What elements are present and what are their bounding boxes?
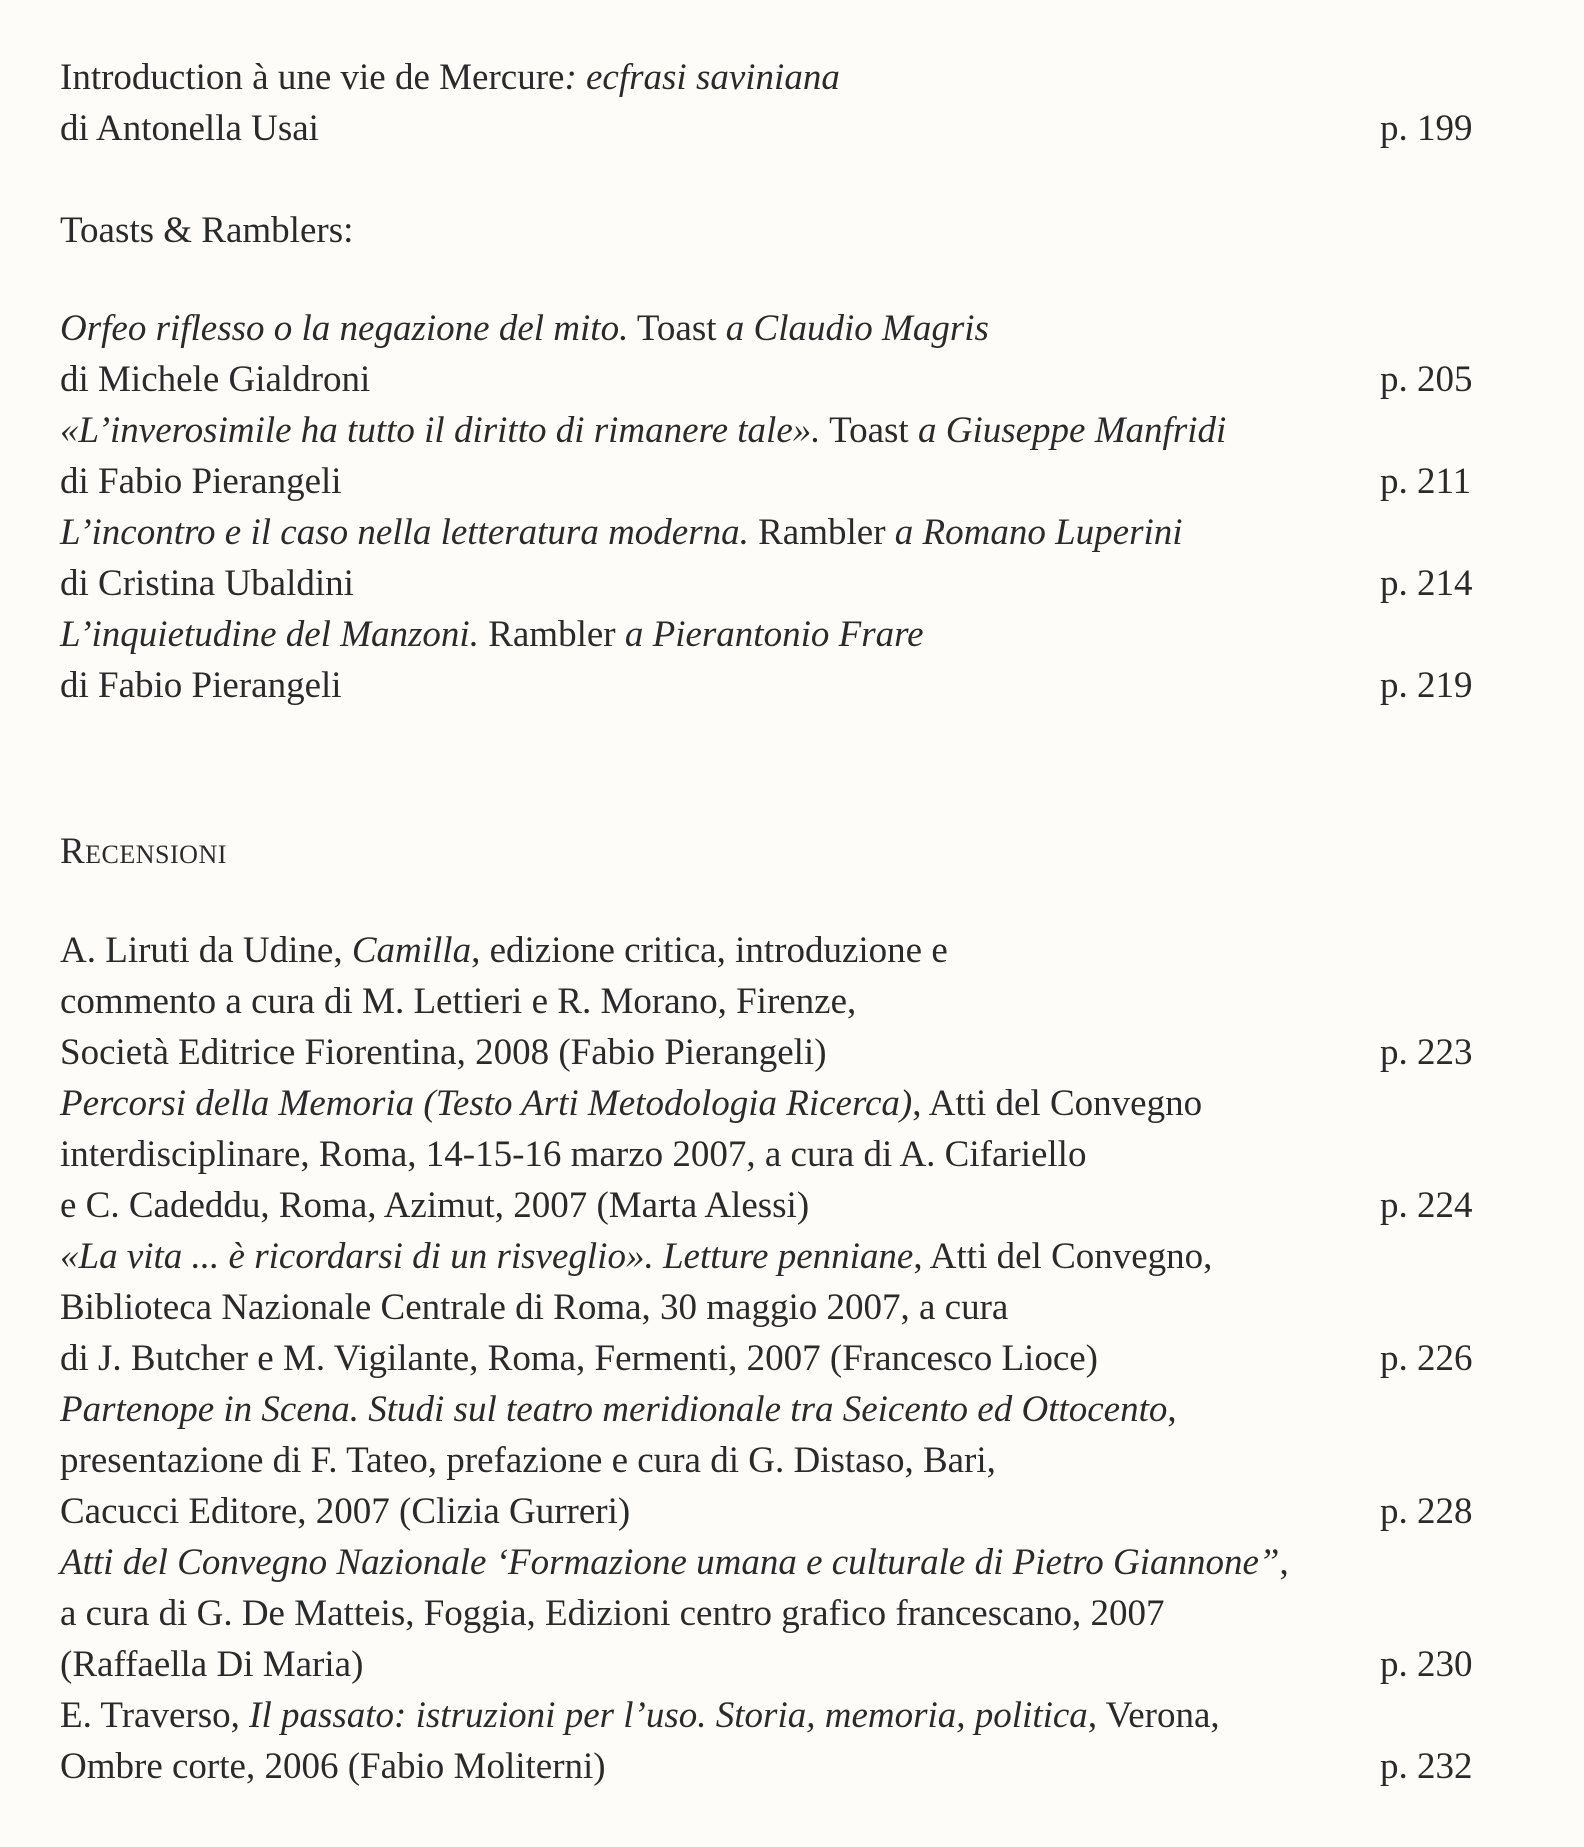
page-number: p. 219 <box>1380 665 1473 706</box>
review-text: , Verona, <box>1087 1695 1220 1736</box>
review-text: (Raffaella Di Maria) <box>60 1644 364 1685</box>
review-text: e C. Cadeddu, Roma, Azimut, 2007 (Marta Alessi) <box>60 1185 810 1226</box>
entry-prep: a <box>894 512 923 553</box>
entry-author: di Michele Gialdroni <box>60 359 371 400</box>
entry-prep: a <box>917 410 946 451</box>
page-number: p. 232 <box>1380 1746 1473 1787</box>
work-title: «L’inverosimile ha tutto il diritto di rimanere tale». <box>60 410 821 451</box>
entry-title-line <box>60 52 1520 103</box>
entry-title: Introduction à une vie de Mercure <box>60 57 565 98</box>
review-text: commento a cura di M. Lettieri e R. Morano, Firenze, <box>60 981 857 1022</box>
review-text: , <box>1279 1542 1289 1583</box>
page-number: p. 230 <box>1380 1644 1473 1685</box>
honoree: Claudio Magris <box>753 308 989 349</box>
review-title: Camilla <box>351 930 472 971</box>
section-heading-recensioni: Recensioni <box>60 831 227 872</box>
entry-subtitle: : ecfrasi saviniana <box>564 57 840 98</box>
review-text: presentazione di F. Tateo, prefazione e cura di G. Distaso, Bari, <box>60 1440 996 1481</box>
list-item <box>60 507 1520 609</box>
review-text: interdisciplinare, Roma, 14-15-16 marzo 2007, a cura di A. Cifariello <box>60 1134 1087 1175</box>
page-number: p. 199 <box>1380 108 1473 149</box>
review-text: , <box>1167 1389 1177 1430</box>
review-text: Cacucci Editore, 2007 (Clizia Gurreri) <box>60 1491 631 1532</box>
review-title: Atti del Convegno Nazionale ‘Formazione umana e culturale di Pietro Giannone” <box>60 1542 1280 1583</box>
entry-kind: Toast <box>820 410 918 451</box>
review-text: E. Traverso, <box>60 1695 250 1736</box>
entry-kind: Rambler <box>748 512 895 553</box>
review-title: Il passato: istruzioni per l’uso. Storia, memoria, politica <box>249 1695 1088 1736</box>
review-title: Percorsi della Memoria (Testo Arti Metodologia Ricerca) <box>60 1083 913 1124</box>
review-text: Ombre corte, 2006 (Fabio Moliterni) <box>60 1746 606 1787</box>
review-text: , Atti del Convegno, <box>913 1236 1213 1277</box>
page-number: p. 226 <box>1380 1338 1473 1379</box>
review-title: Partenope in Scena. Studi sul teatro meridionale tra Seicento ed Ottocento <box>60 1389 1168 1430</box>
entry-author-line <box>60 103 1520 154</box>
work-title: L’inquietudine del Manzoni. <box>60 614 479 655</box>
section-heading-toasts-ramblers: Toasts & Ramblers: <box>60 210 354 251</box>
page-number: p. 224 <box>1380 1185 1473 1226</box>
page-number: p. 211 <box>1380 461 1472 502</box>
list-item <box>60 1690 1520 1792</box>
entry-kind: Rambler <box>478 614 625 655</box>
review-text: Società Editrice Fiorentina, 2008 (Fabio Pierangeli) <box>60 1032 827 1073</box>
review-text: , edizione critica, introduzione e <box>471 930 948 971</box>
page-number: p. 228 <box>1380 1491 1473 1532</box>
honoree: Giuseppe Manfridi <box>945 410 1227 451</box>
entry-author: di Fabio Pierangeli <box>60 461 342 502</box>
entry-prep: a <box>624 614 653 655</box>
honoree: Pierantonio Frare <box>652 614 924 655</box>
review-text: di J. Butcher e M. Vigilante, Roma, Fermenti, 2007 (Francesco Lioce) <box>60 1338 1098 1379</box>
page-number: p. 223 <box>1380 1032 1473 1073</box>
entry-kind: Toast <box>628 308 726 349</box>
entry-author: di Cristina Ubaldini <box>60 563 354 604</box>
page-number: p. 205 <box>1380 359 1473 400</box>
work-title: L’incontro e il caso nella letteratura moderna. <box>60 512 749 553</box>
list-item <box>60 303 1520 405</box>
list-item <box>60 1078 1520 1231</box>
list-item <box>60 925 1520 1078</box>
review-text: Biblioteca Nazionale Centrale di Roma, 30 maggio 2007, a cura <box>60 1287 1009 1328</box>
toast-rambler-list <box>60 303 1520 711</box>
review-text: a cura di G. De Matteis, Foggia, Edizioni centro grafico francescano, 2007 <box>60 1593 1165 1634</box>
review-text: , Atti del Convegno <box>912 1083 1203 1124</box>
review-title: «La vita ... è ricordarsi di un risveglio». Letture penniane <box>60 1236 914 1277</box>
list-item <box>60 1537 1520 1690</box>
entry-author: di Antonella Usai <box>60 108 319 149</box>
work-title: Orfeo riflesso o la negazione del mito. <box>60 308 629 349</box>
list-item <box>60 405 1520 507</box>
review-text: A. Liruti da Udine, <box>60 930 352 971</box>
reviews-list <box>60 925 1520 1792</box>
entry-author: di Fabio Pierangeli <box>60 665 342 706</box>
list-item <box>60 609 1520 711</box>
entry-prep: a <box>725 308 754 349</box>
toc-entry-savinio <box>60 52 1520 154</box>
honoree: Romano Luperini <box>922 512 1183 553</box>
list-item <box>60 1231 1520 1384</box>
page-number: p. 214 <box>1380 563 1473 604</box>
list-item <box>60 1384 1520 1537</box>
